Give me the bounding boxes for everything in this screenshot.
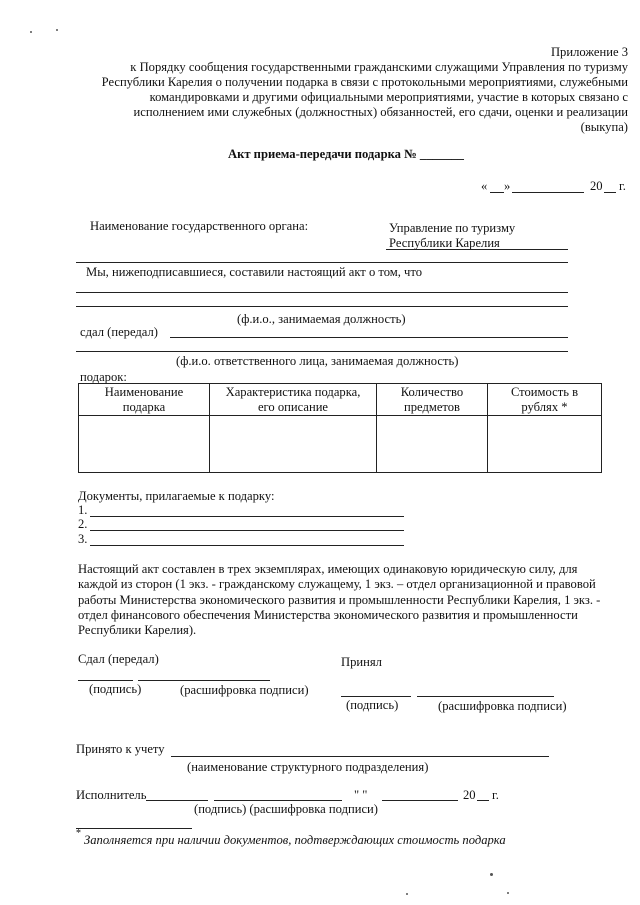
signature-decode-line (138, 680, 270, 681)
gift-label: подарок: (80, 370, 127, 384)
decode-hint: (расшифровка подписи) (180, 683, 309, 697)
responsible-hint: (ф.и.о. ответственного лица, занимаемая должность) (176, 354, 459, 368)
table-header: Количество предметов (377, 384, 488, 416)
documents-item: 1. (78, 503, 88, 517)
footnote-mark: * (76, 828, 81, 839)
date-month-line (512, 192, 584, 193)
unit-hint: (наименование структурного подразделения) (187, 760, 429, 774)
notice-line: каждой из сторон (1 экз. - гражданскому служащему, 1 экз. – отдел организационной и правовой (78, 577, 596, 591)
intro-line (76, 262, 568, 263)
notice-line: Настоящий акт составлен в трех экземплярах, имеющих одинаковую юридическую силу, для (78, 562, 578, 576)
documents-line (90, 516, 404, 517)
date-day-line (490, 192, 504, 193)
appendix-line: к Порядку сообщения государственными гражданскими служащими Управления по туризму (130, 60, 628, 74)
handed-line (170, 337, 568, 338)
date-year-line (604, 192, 616, 193)
table-header: Характеристика подарка, его описание (210, 384, 377, 416)
table-cell[interactable] (488, 416, 602, 473)
executor-month-line (382, 800, 458, 801)
date-close-quote: » (504, 179, 511, 193)
scan-speck (406, 893, 408, 895)
fio-hint: (ф.и.о., занимаемая должность) (237, 312, 406, 326)
footnote-text: Заполняется при наличии документов, подтверждающих стоимость подарка (84, 833, 506, 847)
appendix-title: Приложение 3 (550, 45, 628, 59)
table-cell[interactable] (210, 416, 377, 473)
date-year-prefix: 20 (590, 179, 603, 193)
footnote-separator (76, 828, 192, 829)
appendix-line: Республики Карелия о получении подарка в связи с протокольными мероприятиями, служебными (101, 75, 628, 89)
executor-label: Исполнитель (76, 788, 147, 802)
gift-table (78, 383, 602, 473)
appendix-line: исполнением ими служебных (должностных) обязанностей, его сдачи, оценки и реализации (133, 105, 628, 119)
handed-label: сдал (передал) (80, 325, 158, 339)
fill-line (76, 351, 568, 352)
executor-year-prefix: 20 (463, 788, 476, 802)
documents-line (90, 530, 404, 531)
table-header: Наименование подарка (79, 384, 210, 416)
decode-hint: (расшифровка подписи) (438, 699, 567, 713)
documents-item: 2. (78, 517, 88, 531)
accounting-label: Принято к учету (76, 742, 165, 756)
executor-year-line (477, 800, 489, 801)
executor-hints: (подпись) (расшифровка подписи) (194, 802, 378, 816)
date-year-suffix: г. (619, 179, 626, 193)
accounting-line (171, 756, 549, 757)
documents-item: 3. (78, 532, 88, 546)
fill-line (76, 292, 568, 293)
scan-speck (30, 31, 32, 33)
scan-speck (56, 29, 58, 31)
signature-line (341, 696, 411, 697)
notice-line: работы Министерства экономического развития и промышленности Республики Карелия, 1 экз. - (78, 593, 601, 607)
table-cell[interactable] (79, 416, 210, 473)
notice-line: Республики Карелия). (78, 623, 197, 637)
signature-hint: (подпись) (89, 682, 142, 696)
table-header: Стоимость в рублях * (488, 384, 602, 416)
org-value: Республики Карелия (389, 236, 500, 250)
fill-line (76, 306, 568, 307)
org-value: Управление по туризму (389, 221, 516, 235)
table-row (79, 416, 602, 473)
org-underline (386, 249, 568, 250)
executor-signature-line (146, 800, 208, 801)
org-label: Наименование государственного органа: (90, 219, 309, 233)
date-open-quote: « (481, 179, 488, 193)
received-signature-label: Принял (341, 655, 382, 669)
documents-line (90, 545, 404, 546)
appendix-line: (выкупа) (580, 120, 628, 134)
executor-quotes: " " (354, 788, 368, 802)
act-title: Акт приема-передачи подарка № _______ (228, 147, 464, 161)
signature-line (78, 680, 133, 681)
signature-decode-line (417, 696, 554, 697)
scan-speck (490, 873, 493, 876)
documents-label: Документы, прилагаемые к подарку: (78, 489, 275, 503)
handed-signature-label: Сдал (передал) (78, 652, 159, 666)
table-cell[interactable] (377, 416, 488, 473)
executor-decode-line (214, 800, 342, 801)
notice-line: отдел финансового обеспечения Министерства экономического развития и промышленности (78, 608, 578, 622)
signature-hint: (подпись) (346, 698, 399, 712)
executor-year-suffix: г. (492, 788, 499, 802)
scan-speck (507, 892, 509, 894)
intro-text: Мы, нижеподписавшиеся, составили настоящий акт о том, что (86, 265, 423, 279)
appendix-line: командировками и другими официальными мероприятиями, участие в которых связано с (149, 90, 628, 104)
